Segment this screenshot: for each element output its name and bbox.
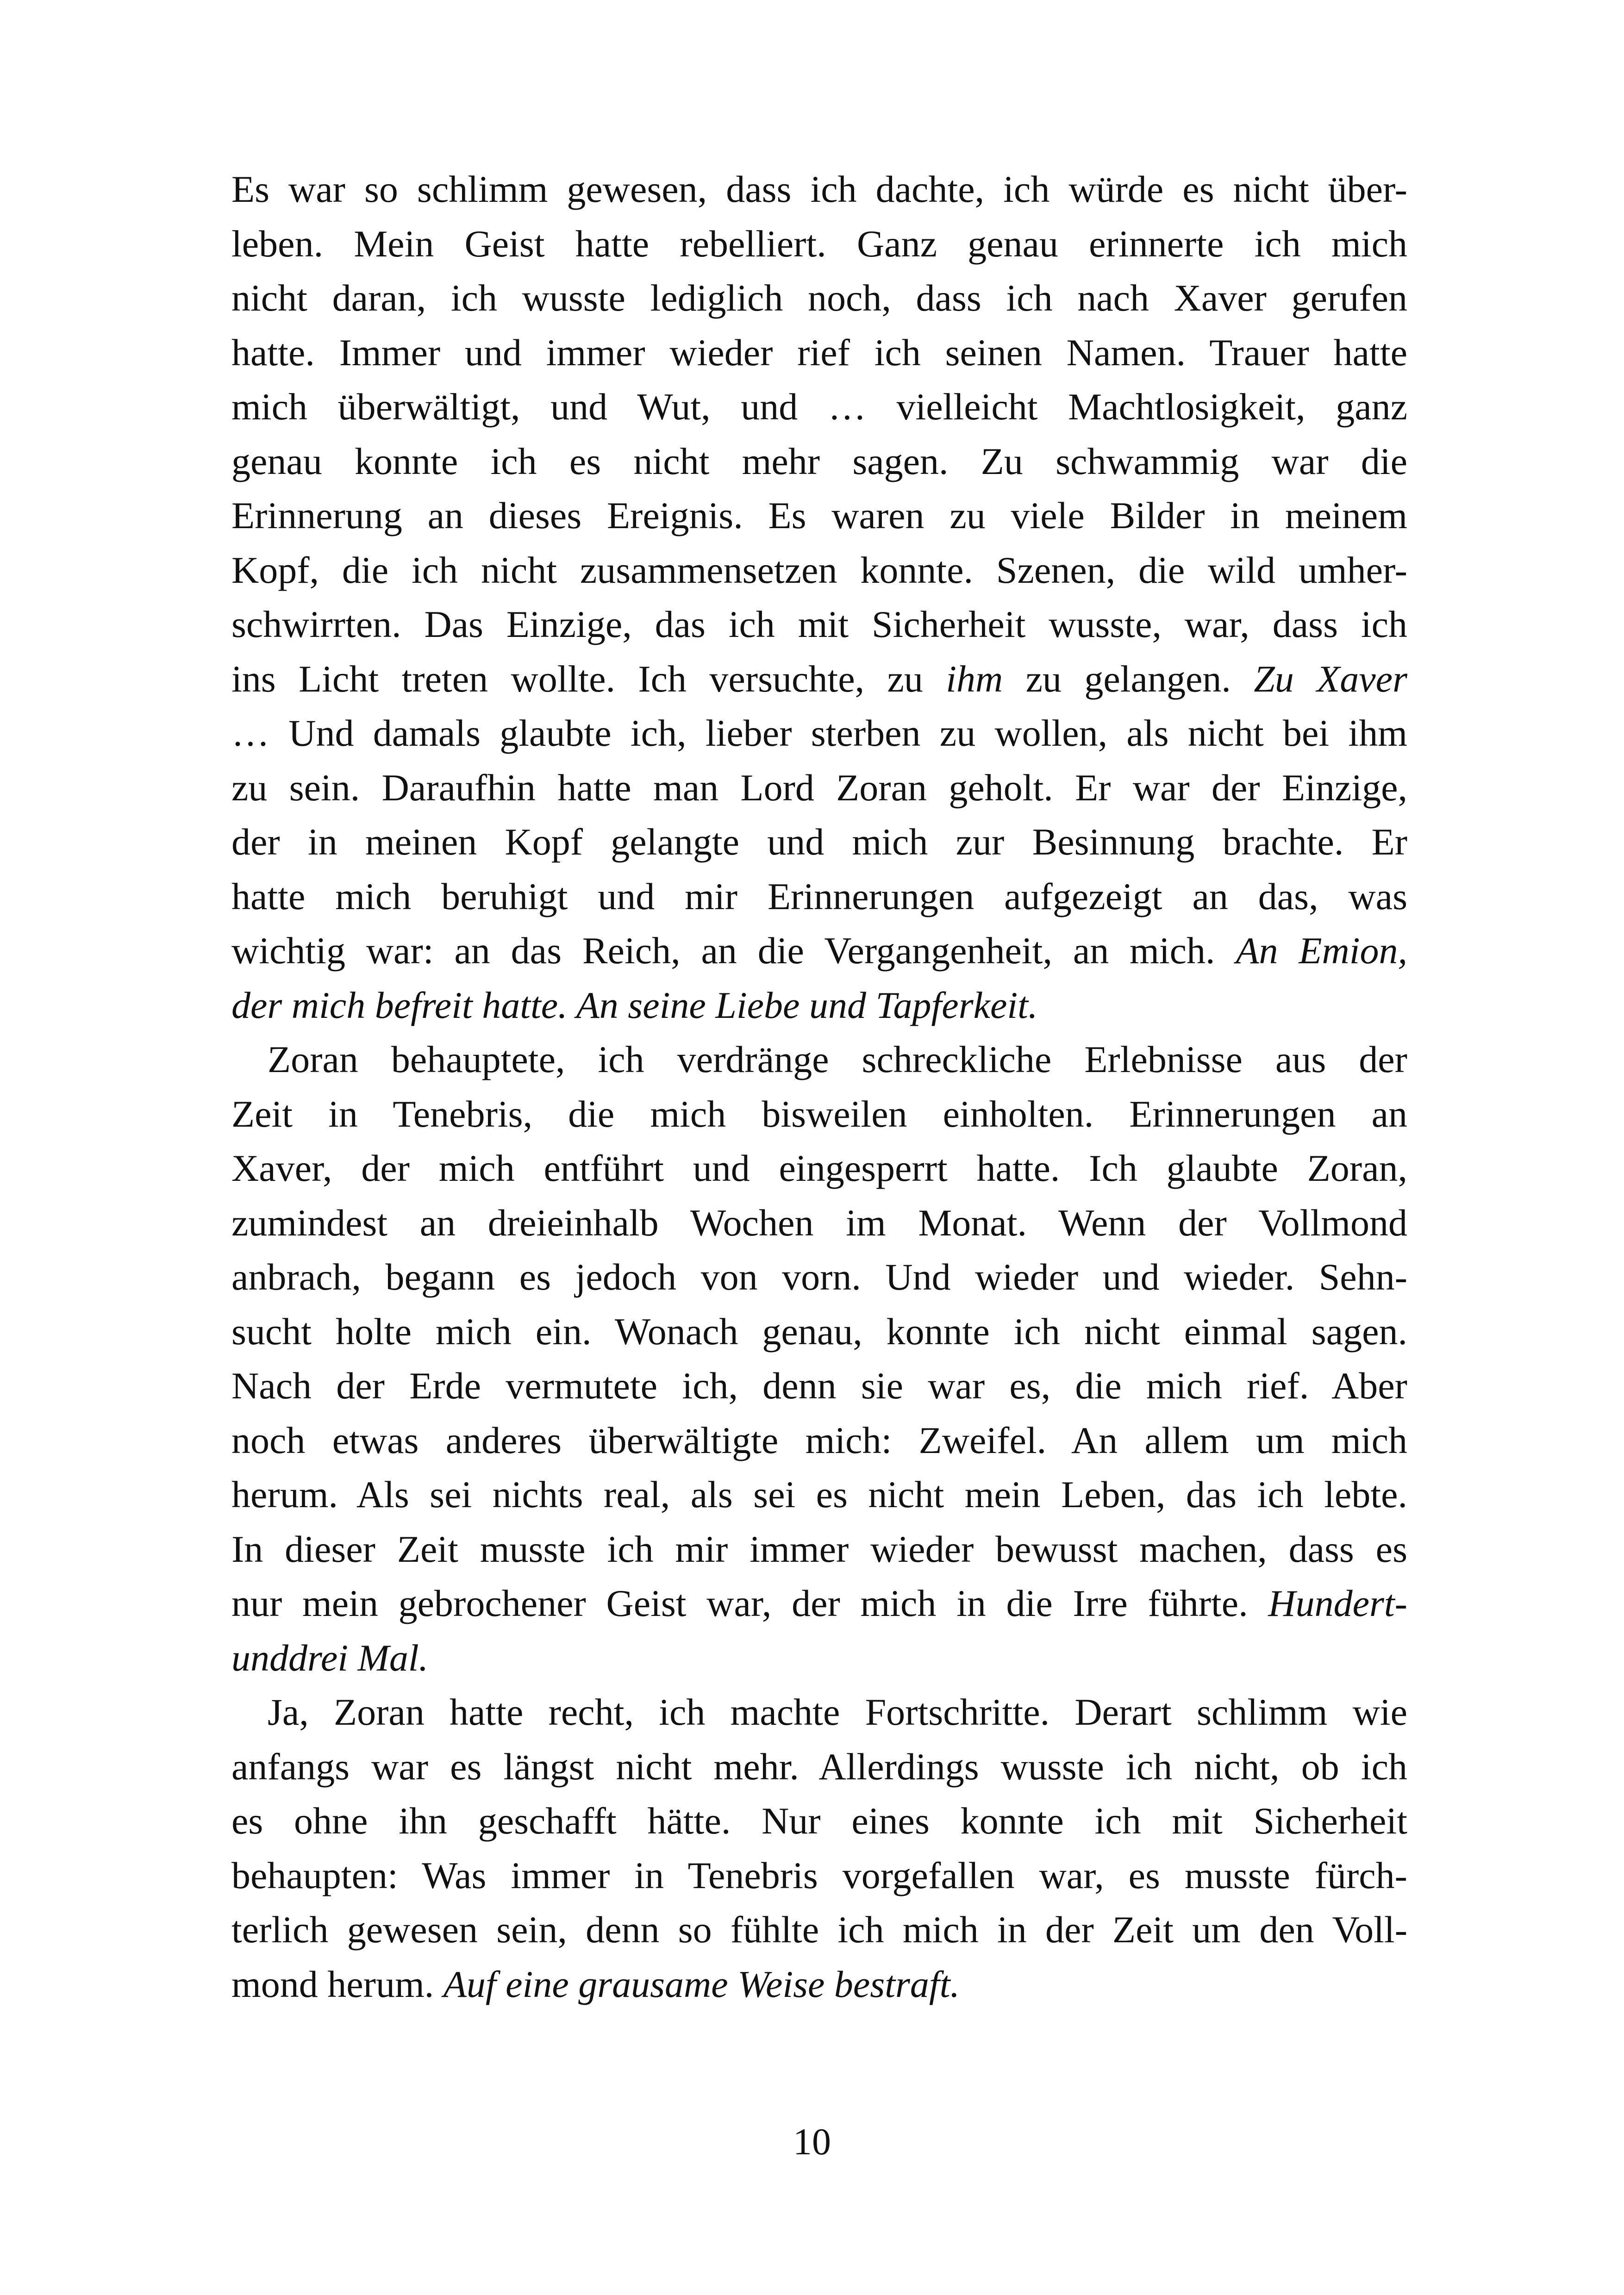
text-line: [231, 217, 1407, 271]
text-line: [231, 1957, 1407, 2012]
text-run: Erinnerung an dieses Ereignis. Es waren zu viele Bilder in meinem: [231, 494, 1407, 536]
text-line: [231, 1304, 1407, 1359]
text-line: [231, 1467, 1407, 1522]
text-line: [231, 380, 1407, 434]
text-line: [231, 1141, 1407, 1196]
italic-text: Hundert-: [1268, 1582, 1407, 1624]
text-line: [231, 488, 1407, 543]
text-line: [231, 1359, 1407, 1413]
body-text: [231, 162, 1407, 2011]
text-run: … Und damals glaubte ich, lieber sterben zu wollen, als nicht bei ihm: [231, 712, 1407, 754]
text-run: hatte mich beruhigt und mir Erinnerungen aufgezeigt an das, was: [231, 875, 1407, 917]
text-line: [231, 434, 1407, 489]
text-run: nicht daran, ich wusste lediglich noch, dass ich nach Xaver gerufen: [231, 277, 1407, 319]
text-line: [231, 1848, 1407, 1903]
text-run: Xaver, der mich entführt und eingesperrt hatte. Ich glaubte Zoran,: [231, 1147, 1407, 1189]
text-run: hatte. Immer und immer wieder rief ich seinen Namen. Trauer hatte: [231, 331, 1407, 374]
text-run: Ja, Zoran hatte recht, ich machte Fortschritte. Derart schlimm wie: [268, 1691, 1407, 1733]
text-run: Zoran behauptete, ich verdränge schreckliche Erlebnisse aus der: [268, 1038, 1407, 1080]
text-run: Kopf, die ich nicht zusammensetzen konnte. Szenen, die wild umher-: [231, 549, 1407, 591]
text-line: [231, 1685, 1407, 1740]
text-line: [231, 761, 1407, 815]
text-line: [231, 706, 1407, 761]
italic-text: unddrei Mal.: [231, 1636, 429, 1679]
text-run: ins Licht treten wollte. Ich versuchte, zu: [231, 657, 946, 700]
text-run: Es war so schlimm gewesen, dass ich dachte, ich würde es nicht über-: [231, 168, 1407, 210]
text-run: terlich gewesen sein, denn so fühlte ich mich in der Zeit um den Voll-: [231, 1908, 1407, 1951]
text-run: zu sein. Daraufhin hatte man Lord Zoran geholt. Er war der Einzige,: [231, 766, 1407, 809]
text-run: anfangs war es längst nicht mehr. Allerdings wusste ich nicht, ob ich: [231, 1745, 1407, 1788]
text-line: [231, 1794, 1407, 1848]
text-run: leben. Mein Geist hatte rebelliert. Ganz genau erinnerte ich mich: [231, 222, 1407, 265]
text-line: [231, 1250, 1407, 1304]
text-run: behaupten: Was immer in Tenebris vorgefallen war, es musste fürch-: [231, 1854, 1407, 1896]
text-line: [231, 1522, 1407, 1577]
italic-text: An Emion,: [1236, 929, 1407, 972]
text-run: mond herum.: [231, 1963, 443, 2005]
text-line: [231, 1902, 1407, 1957]
page-number: 10: [793, 2120, 831, 2163]
text-line: [231, 543, 1407, 598]
paragraph: [231, 1685, 1407, 2011]
text-line: [231, 325, 1407, 380]
italic-text: ihm: [946, 657, 1003, 700]
text-run: herum. Als sei nichts real, als sei es nicht mein Leben, das ich lebte.: [231, 1473, 1407, 1515]
text-run: zu gelangen.: [1003, 657, 1254, 700]
text-run: genau konnte ich es nicht mehr sagen. Zu schwammig war die: [231, 440, 1407, 482]
text-line: [231, 978, 1407, 1033]
text-run: schwirrten. Das Einzige, das ich mit Sicherheit wusste, war, dass ich: [231, 603, 1407, 645]
text-run: anbrach, begann es jedoch von vorn. Und wieder und wieder. Sehn-: [231, 1256, 1407, 1298]
text-run: mich überwältigt, und Wut, und … vielleicht Machtlosigkeit, ganz: [231, 386, 1407, 428]
text-line: [231, 1087, 1407, 1141]
text-line: [231, 923, 1407, 978]
text-line: [231, 1032, 1407, 1087]
text-line: [231, 1413, 1407, 1468]
text-run: Nach der Erde vermutete ich, denn sie war es, die mich rief. Aber: [231, 1365, 1407, 1407]
text-line: [231, 815, 1407, 869]
text-line: [231, 1576, 1407, 1631]
text-line: [231, 652, 1407, 706]
text-run: der in meinen Kopf gelangte und mich zur Besinnung brachte. Er: [231, 821, 1407, 863]
text-line: [231, 869, 1407, 924]
paragraph: [231, 1032, 1407, 1685]
italic-text: der mich befreit hatte. An seine Liebe und Tapferkeit.: [231, 984, 1038, 1026]
italic-text: Zu Xaver: [1254, 657, 1407, 700]
text-line: [231, 1740, 1407, 1794]
text-run: In dieser Zeit musste ich mir immer wieder bewusst machen, dass es: [231, 1528, 1407, 1570]
text-line: [231, 162, 1407, 217]
text-run: Zeit in Tenebris, die mich bisweilen einholten. Erinnerungen an: [231, 1092, 1407, 1135]
text-run: nur mein gebrochener Geist war, der mich in die Irre führte.: [231, 1582, 1268, 1624]
text-run: sucht holte mich ein. Wonach genau, konnte ich nicht einmal sagen.: [231, 1310, 1407, 1353]
text-run: es ohne ihn geschafft hätte. Nur eines konnte ich mit Sicherheit: [231, 1800, 1407, 1842]
text-line: [231, 597, 1407, 652]
text-line: [231, 1196, 1407, 1250]
text-line: [231, 271, 1407, 325]
paragraph: [231, 162, 1407, 1032]
text-run: zumindest an dreieinhalb Wochen im Monat. Wenn der Vollmond: [231, 1201, 1407, 1244]
text-run: noch etwas anderes überwältigte mich: Zweifel. An allem um mich: [231, 1419, 1407, 1461]
text-run: wichtig war: an das Reich, an die Vergangenheit, an mich.: [231, 929, 1236, 972]
text-line: [231, 1631, 1407, 1685]
italic-text: Auf eine grausame Weise bestraft.: [443, 1963, 960, 2005]
